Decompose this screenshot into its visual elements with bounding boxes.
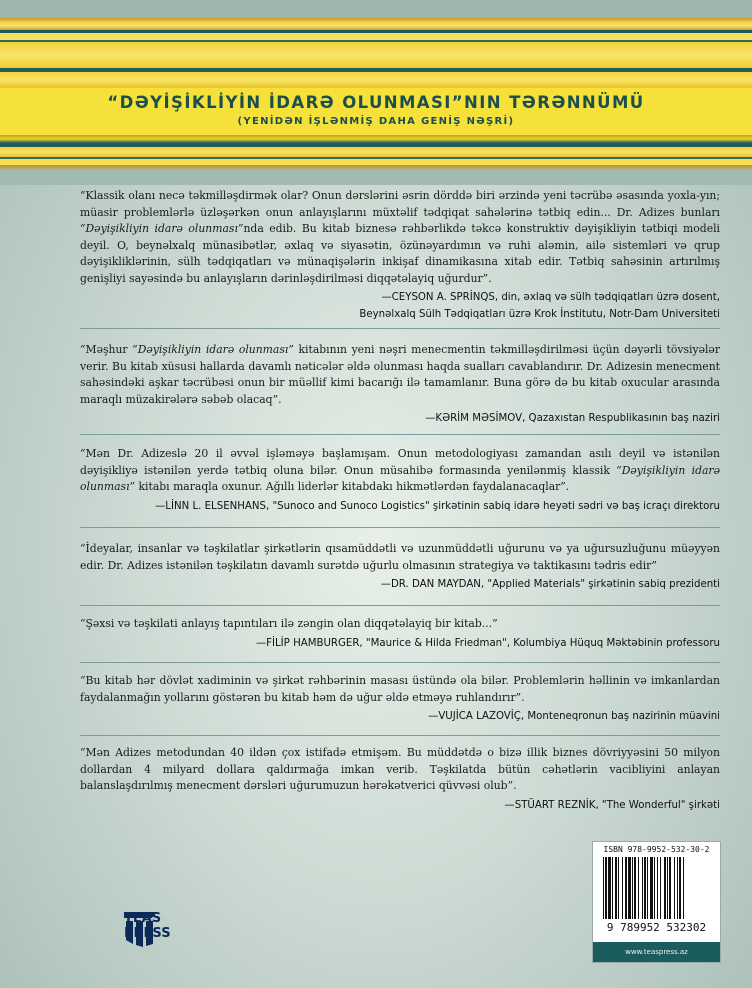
quote-text: “Bu kitab hər dövlət xadiminin və şirkət rəhbərinin masası üstündə ola bilər. Problemlərin həllinin və imkanlardan faydalanmağın yollarını göstərən bu kitab həm də uğur əldə etməyə ruhlandırır”. — [80, 674, 720, 704]
divider — [80, 328, 720, 329]
divider — [80, 662, 720, 663]
barcode-bar — [657, 857, 658, 919]
quote-2 — [80, 342, 720, 428]
barcode — [592, 841, 721, 963]
barcode-bar — [634, 857, 636, 919]
barcode-bar — [603, 857, 604, 919]
barcode-bar — [638, 857, 639, 919]
quote-6 — [80, 673, 720, 726]
quote-attribution: —DR. DAN MAYDAN, "Applied Materials" şirkətinin sabiq prezidenti — [380, 579, 720, 590]
barcode-bar — [618, 857, 619, 919]
quote-text: “Məşhur “Dəyişikliyin idarə olunması” kitabının yeni nəşri menecmentin təkmilləşdirilməsi üçün dəyərli tövsiyələr verir. Bu kitab xüsusi hallarda davamlı nəticələr əldə olunması haqda sualları cavablandırır. Dr. Adizesin menecment sahəsindəki aşkar təcrübəsi onun bir müəllif kimi bacarığı ilə tamamlanır. Buna görə də bu kitab oxucular arasında maraqlı müzakirələrə səbəb olacaq”. — [80, 343, 720, 406]
quote-attribution: —STÜART REZNİK, "The Wonderful" şirkəti — [504, 799, 720, 811]
quote-1 — [80, 188, 720, 323]
barcode-bar — [650, 857, 653, 919]
barcode-bar — [642, 857, 643, 919]
barcode-bar — [625, 857, 627, 919]
quote-attribution: —LİNN L. ELSENHANS, "Sunoco and Sunoco Logistics" şirkətinin sabiq idarə heyəti sədri və baş icraçı direktoru — [155, 500, 720, 512]
quote-text: “İdeyalar, insanlar və təşkilatlar şirkətlərin qısamüddətli və uzunmüddətli uğurunu və ya uğursuzluğunu müəyyən edir. Dr. Adizes istənilən təşkilatın davamlı surətdə uğurlu olmasının strategiya və taktikasını tədris edir” — [80, 542, 720, 572]
quote-attribution: —FİLİP HAMBURGER, "Maurice & Hilda Friedman", Kolumbiya Hüquq Məktəbinin professoru — [255, 637, 720, 649]
quote-attribution: —KƏRİM MƏSİMOV, Qazaxıstan Respublikasının baş naziri — [425, 413, 720, 424]
barcode-bar — [605, 857, 607, 919]
barcode-bar — [628, 857, 631, 919]
book-title: “DƏYİŞİKLİYİN İDARƏ OLUNMASI”NIN TƏRƏNNÜMÜ — [107, 93, 645, 112]
publisher-url: www.teaspress.az — [593, 942, 720, 962]
barcode-bar — [647, 857, 648, 919]
barcode-bar — [683, 857, 684, 919]
book-subtitle: (YENİDƏN İŞLƏNMİŞ DAHA GENİŞ NƏŞRİ) — [237, 116, 515, 127]
quote-attribution: —CEYSON A. SPRİNQS, din, əxlaq və sülh tədqiqatları üzrə dosent, Beynəlxalq Sülh Tədqiqatları üzrə Krok İnstitutu, Notr-Dam Universiteti — [359, 292, 720, 320]
barcode-bar — [632, 857, 633, 919]
barcode-bar — [608, 857, 611, 919]
divider — [80, 605, 720, 606]
publisher-name: TEAS PRESS — [124, 911, 171, 941]
barcode-digits: 9 789952 532302 — [606, 921, 707, 934]
barcode-bar — [677, 857, 678, 919]
barcode-bar — [664, 857, 666, 919]
divider — [80, 735, 720, 736]
quote-text: “Mən Adizes metodundan 40 ildən çox istifadə etmişəm. Bu müddətdə o bizə illik biznes dövriyyəsini 50 milyon dollardan 4 milyard dollara qaldırmağa imkan verib. Təşkilatda bütün cəhətlərin vacibliyini anlayan balanslaşdırılmış menecment dərsləri uğurumuzun hərəkətverici qüvvəsi olub”. — [80, 746, 720, 792]
barcode-bar — [622, 857, 623, 919]
barcode-bar — [644, 857, 646, 919]
barcode-bar — [612, 857, 613, 919]
divider — [80, 527, 720, 528]
barcode-bar — [654, 857, 655, 919]
quote-text: “Klassik olanı necə təkmilləşdirmək olar? Onun dərslərini əsrin dörddə biri ərzində yeni təcrübə əsasında yoxla-yın; müasir problemlərlə üzləşərkən onun anlayışlarını müxtəlif tədqiqat sahələrinə tətbiq edin... Dr. Adizes bunları “Dəyişikliyin idarə olunması”nda edib. Bu kitab biznesə rəhbərlikdə təkcə konstruktiv dəyişikliyin tətbiqi modeli deyil. O, beynəlxalq münasibətlər, əxlaq və siyasətin, özünəyardımın və ruhi aləmin, ailə sistemləri və qrup dəyişikliklərinin, sülh tədqiqatları və münaqişələrin inkişaf dinamikasına xitab edir. Tətbiq sahəsinin artırılmış genişliyi sayəsində bu anlayışların dərinləşdirilməsi diqqətəlayiq uğurdur”. — [80, 189, 720, 285]
barcode-bar — [667, 857, 668, 919]
header-stripes-bottom — [0, 135, 752, 185]
quote-7 — [80, 745, 720, 814]
isbn-label: ISBN 978-9952-532-30-2 — [603, 845, 710, 854]
quote-4 — [80, 541, 720, 594]
barcode-bar — [679, 857, 681, 919]
divider — [80, 434, 720, 435]
barcode-bar — [674, 857, 675, 919]
barcode-bars — [601, 857, 712, 921]
barcode-bar — [669, 857, 671, 919]
quote-text: “Şəxsi və təşkilati anlayış tapıntıları ilə zəngin olan diqqətəlayiq bir kitab...” — [80, 617, 498, 630]
quote-attribution: —VUJİCA LAZOVİÇ, Monteneqronun baş nazirinin müavini — [428, 711, 720, 722]
quote-3 — [80, 446, 720, 515]
barcode-bar — [615, 857, 617, 919]
quote-5 — [80, 616, 720, 652]
quote-text: “Mən Dr. Adizeslə 20 il əvvəl işləməyə başlamışam. Onun metodologiyası zamandan asılı deyil və istənilən dəyişikliyə istənilən yerdə tətbiq oluna bilər. Onun müsahibə formasında yenilənmiş klassik “Dəyişikliyin idarə olunması” kitabı maraqla oxunur. Ağıllı liderlər kitabdakı hikmətlərdən faydalanacaqlar”. — [80, 447, 720, 493]
barcode-bar — [660, 857, 661, 919]
